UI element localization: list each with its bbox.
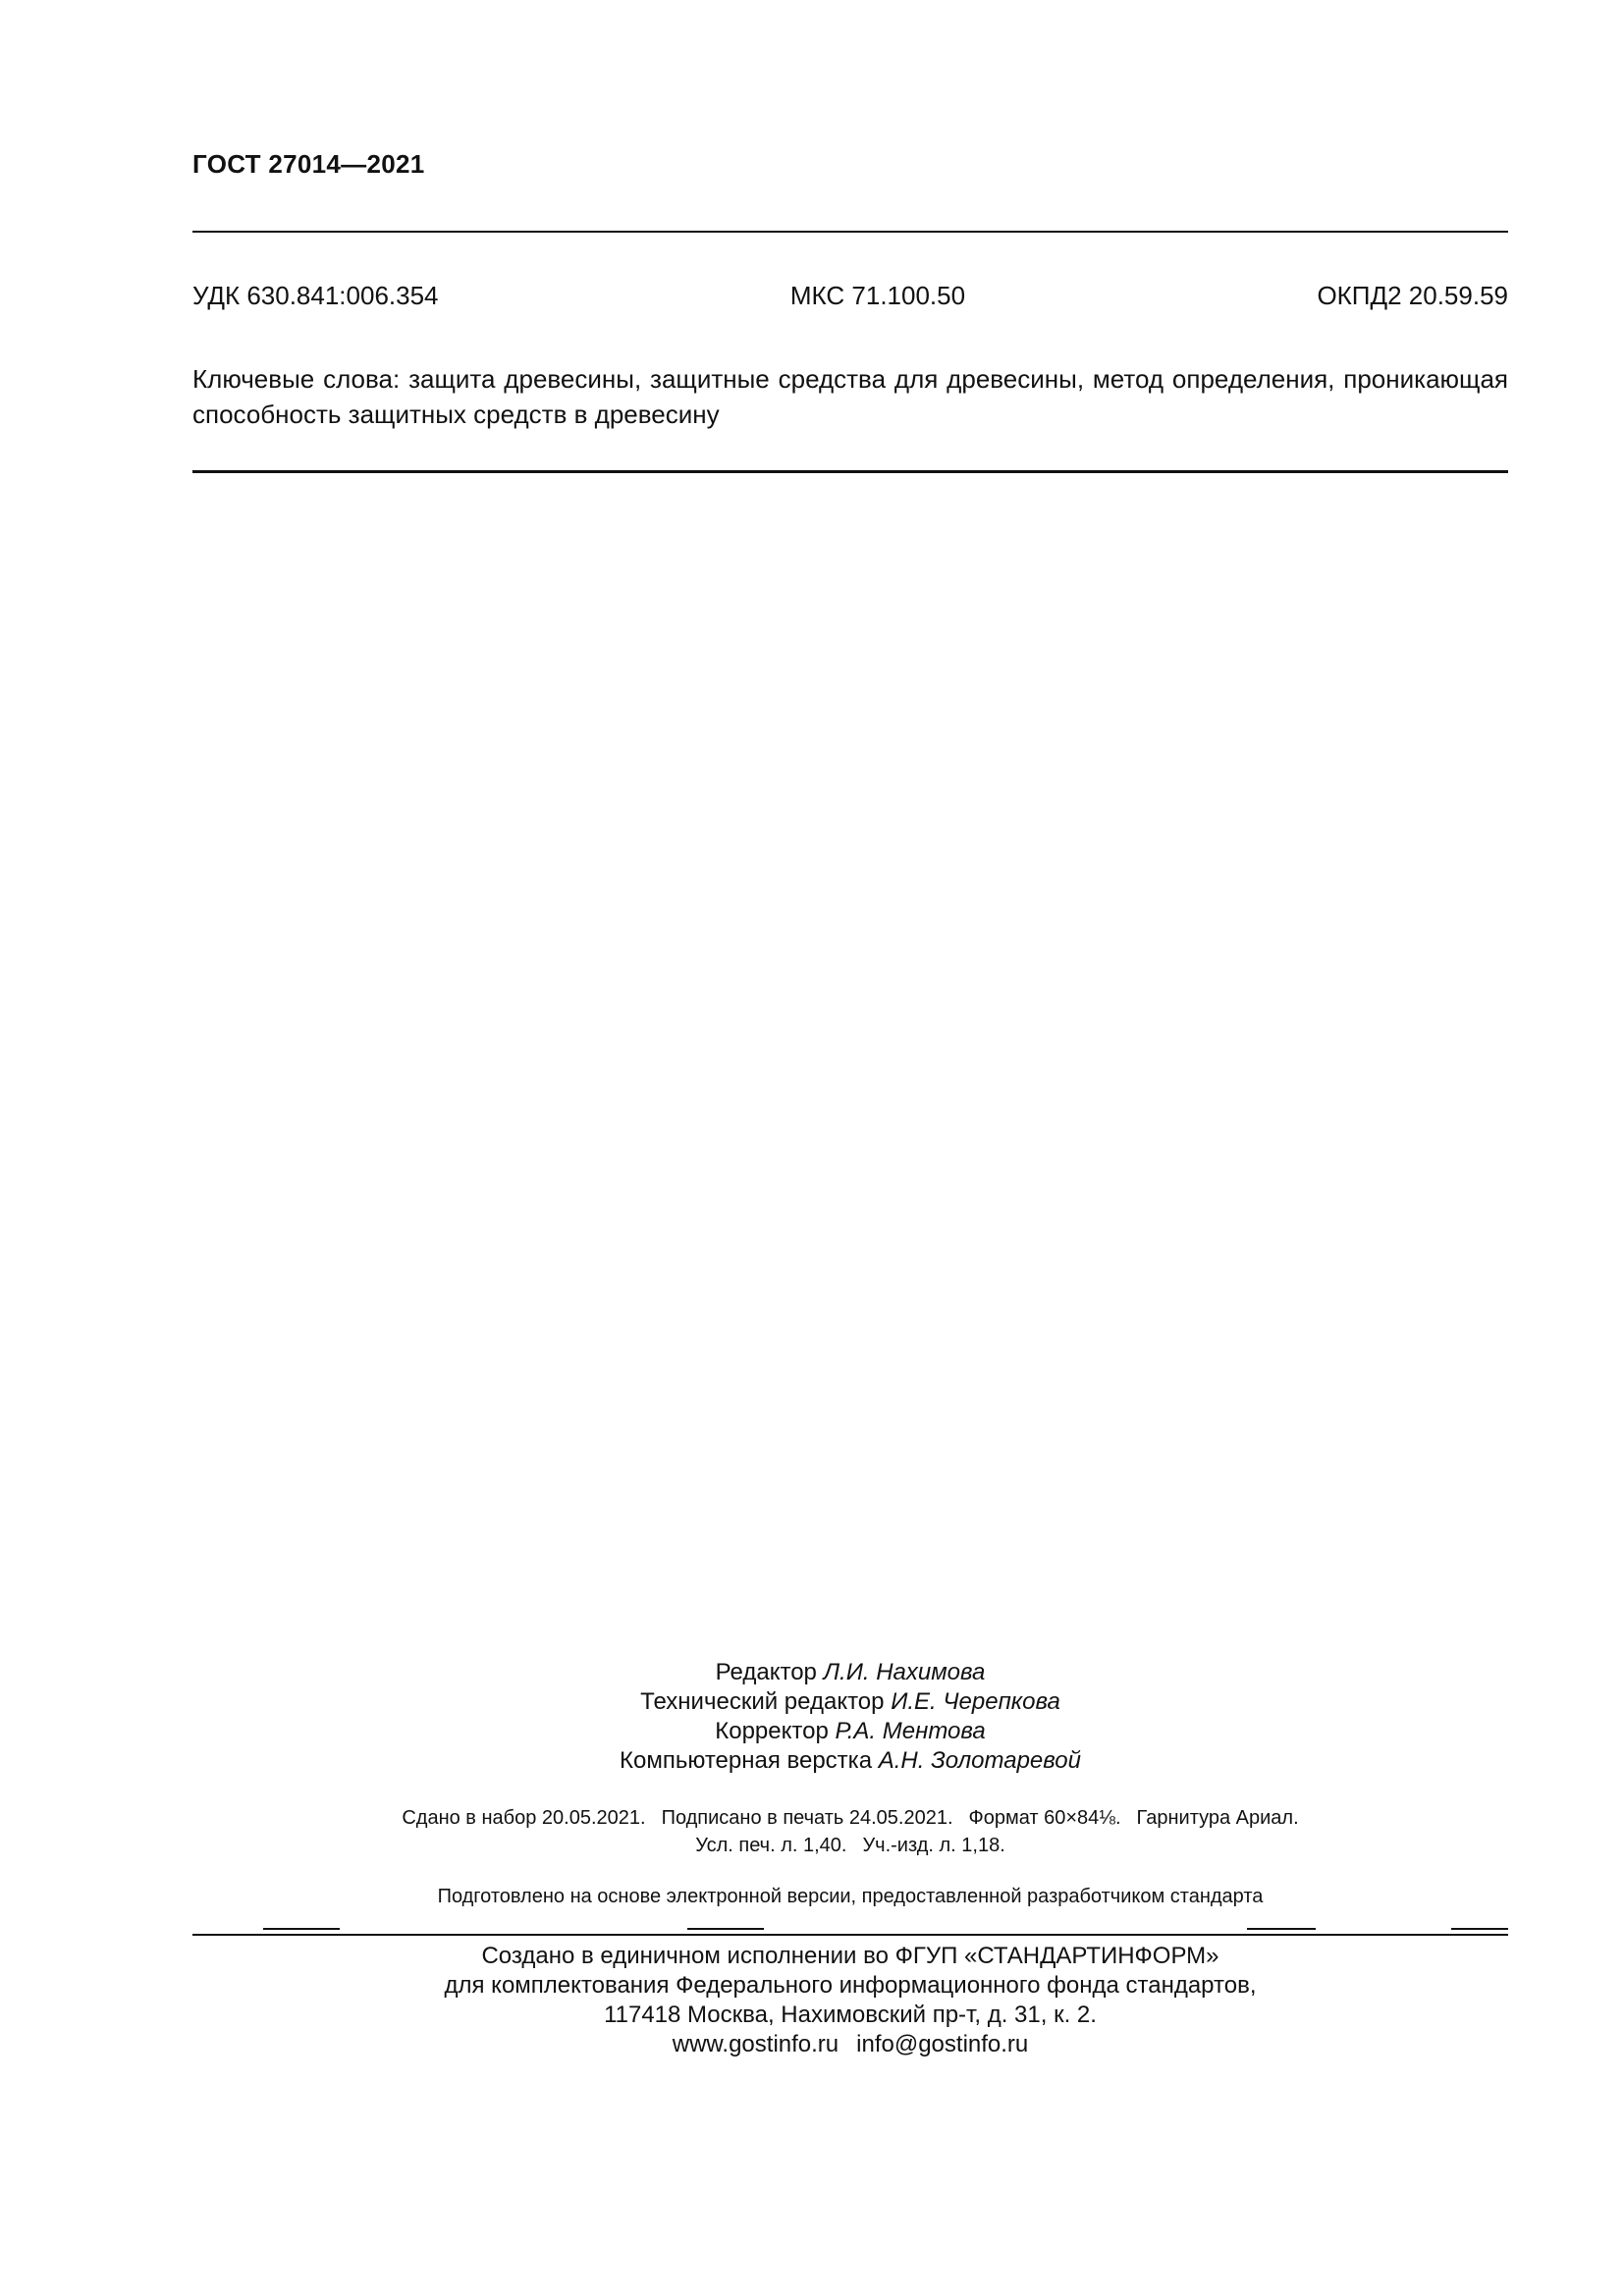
credit-person: Р.А. Ментова (835, 1718, 986, 1744)
credit-role: Компьютерная верстка (620, 1747, 873, 1774)
publisher-line: для комплектования Федерального информационного фонда стандартов, (444, 1972, 1257, 1999)
footer-divider (192, 1934, 1508, 1936)
publisher-block (192, 1942, 1508, 2059)
credit-editor (192, 1658, 1508, 1687)
document-number: ГОСТ 27014—2021 (192, 149, 425, 179)
publisher-line: Создано в единичном исполнении во ФГУП «СТАНДАРТИНФОРМ» (481, 1943, 1219, 1969)
print-sheets: Усл. печ. л. 1,40. (695, 1835, 847, 1856)
credit-role: Редактор (715, 1659, 817, 1685)
publication-sheets: Уч.-изд. л. 1,18. (862, 1835, 1005, 1856)
credit-role: Корректор (715, 1718, 829, 1744)
print-details (192, 1804, 1508, 1859)
typeface: Гарнитура Ариал. (1136, 1807, 1299, 1829)
credit-person: Л.И. Нахимова (823, 1659, 986, 1685)
footer-divider-segment (1451, 1928, 1508, 1930)
credit-role: Технический редактор (640, 1688, 885, 1715)
credit-person: А.Н. Золотаревой (878, 1747, 1081, 1774)
publisher-contacts (192, 2030, 1508, 2059)
email-link[interactable]: info@gostinfo.ru (856, 2031, 1029, 2057)
footer-divider-segment (263, 1928, 340, 1930)
udk-code: УДК 630.841:006.354 (192, 281, 439, 310)
credit-layout (192, 1746, 1508, 1776)
header-divider (192, 231, 1508, 233)
credits-block (192, 1658, 1508, 1776)
okpd-code: ОКПД2 20.59.59 (1317, 281, 1508, 310)
prepared-note: Подготовлено на основе электронной версии, предоставленной разработчиком стандарта (437, 1886, 1264, 1907)
credit-tech-editor (192, 1687, 1508, 1717)
footer-divider-segment (1247, 1928, 1316, 1930)
paper-format: Формат 60×84⅛. (968, 1807, 1121, 1829)
keywords: Ключевые слова: защита древесины, защитные средства для древесины, метод определения, проникающая способность защитных средств в древесину (192, 364, 1508, 429)
submitted-date: Сдано в набор 20.05.2021. (402, 1807, 646, 1829)
credit-corrector (192, 1717, 1508, 1746)
signed-date: Подписано в печать 24.05.2021. (661, 1807, 953, 1829)
credit-person: И.Е. Черепкова (891, 1688, 1060, 1715)
classification-codes (192, 281, 1508, 311)
mks-code: МКС 71.100.50 (789, 281, 966, 310)
footer-divider-segment (687, 1928, 764, 1930)
print-details-line-1 (192, 1804, 1508, 1832)
print-details-line-2 (192, 1832, 1508, 1859)
website-link[interactable]: www.gostinfo.ru (672, 2031, 839, 2057)
publisher-address: 117418 Москва, Нахимовский пр-т, д. 31, к. 2. (604, 2002, 1097, 2028)
keywords-divider (192, 470, 1508, 473)
